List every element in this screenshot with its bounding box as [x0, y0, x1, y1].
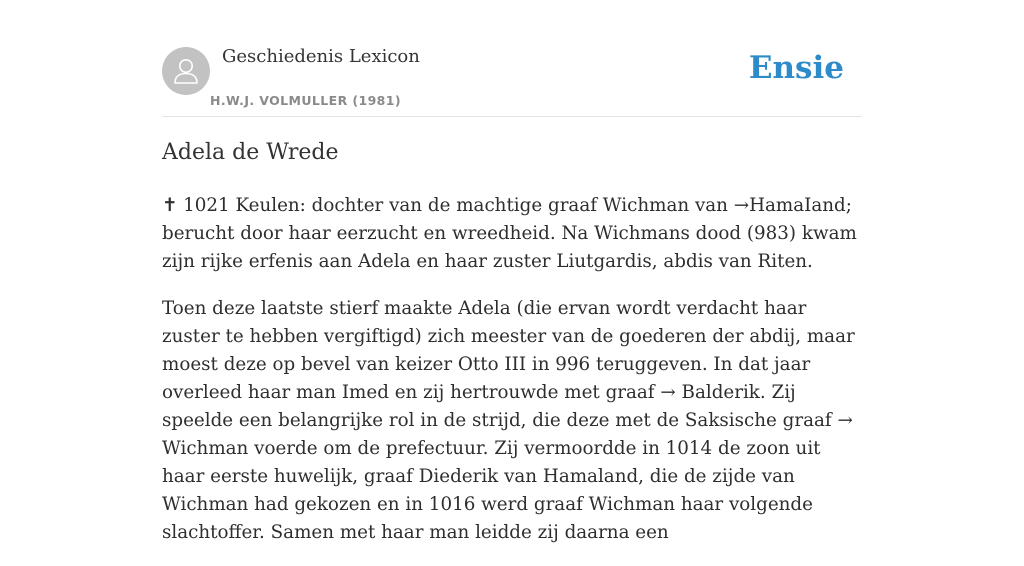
paragraph-2-text-a: Toen deze laatste stierf maakte Adela (die ervan wordt verdacht haar zuster te hebben vergiftigd) zich meester van de goederen der abdij, maar moest deze op bevel van keizer Otto III in 996 teruggeven. In dat jaar overleed haar man Imed en zij hertrouwde met graaf: [162, 298, 855, 403]
article-body: [162, 192, 862, 566]
page: [162, 0, 862, 543]
link-hamaland[interactable]: →HamaIand: [733, 195, 846, 216]
paragraph-2: [162, 295, 862, 547]
article-title: Adela de Wrede: [162, 140, 339, 165]
paragraph-1: [162, 192, 862, 276]
source-header: [162, 0, 862, 117]
brand-logo[interactable]: Ensie: [748, 50, 844, 86]
source-title[interactable]: Geschiedenis Lexicon: [222, 46, 420, 67]
paragraph-1-text-b: ; berucht door haar eerzucht en wreedheid. Na Wichmans dood (983) kwam zijn rijke erfenis aan Adela en haar zuster Liutgardis, abdis van Riten.: [162, 195, 857, 272]
link-balderik[interactable]: → Balderik: [660, 382, 760, 403]
paragraph-1-text-a: ✝ 1021 Keulen: dochter van de machtige graaf Wichman van: [162, 195, 734, 216]
paragraph-2-text-b: . Zij speelde een belangrijke rol in de strijd, die deze met de Saksische graaf: [162, 382, 838, 431]
link-wichman[interactable]: → Wichman: [162, 410, 853, 459]
paragraph-2-text-c: voerde om de prefectuur. Zij vermoordde in 1014 de zoon uit haar eerste huwelijk, graaf Diederik van Hamaland, die de zijde van Wichman had gekozen en in 1016 werd graaf Wichman haar volgende slachtoffer. Samen met haar man leidde zij daarna een: [162, 438, 821, 543]
user-avatar-icon[interactable]: [162, 47, 210, 95]
source-author[interactable]: H.W.J. VOLMULLER (1981): [210, 93, 401, 108]
